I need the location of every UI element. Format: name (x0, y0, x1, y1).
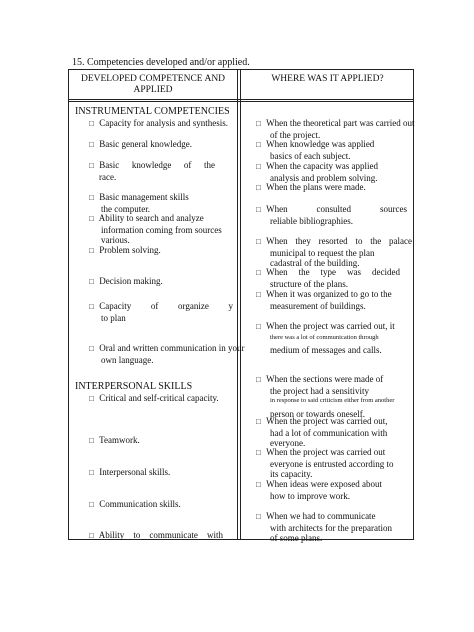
checkbox-icon: □ (256, 480, 261, 489)
checkbox-icon: □ (256, 417, 261, 426)
checkbox-icon: □ (89, 468, 94, 477)
interpersonal-title: INTERPERSONAL SKILLS (75, 381, 193, 392)
list-item: □ When the project was carried out, had a lot of communication with everyone. (256, 416, 388, 448)
checkbox-icon: □ (256, 268, 261, 277)
list-item: □ When the project was carried out everyone is entrusted according to its capacity. (256, 447, 394, 479)
checkbox-icon: □ (256, 448, 261, 457)
checkbox-icon: □ (89, 193, 94, 202)
section-heading: 15. Competencies developed and/or applied. (72, 57, 250, 68)
checkbox-icon: □ (89, 500, 94, 509)
list-item: □ Critical and self-critical capacity. (89, 393, 219, 403)
list-item: □ Oral and written communication in your own language. (89, 343, 245, 365)
list-item: □ When knowledge was applied basics of each subject. (256, 139, 375, 161)
checkbox-icon: □ (256, 237, 261, 246)
checkbox-icon: □ (89, 214, 94, 223)
list-item: □ Problem solving. (89, 245, 161, 255)
list-item: □ Ability to communicate with (89, 530, 223, 540)
col2-header: WHERE WAS IT APPLIED? (271, 74, 384, 84)
checkbox-icon: □ (256, 375, 261, 384)
list-item: □ Capacity for analysis and synthesis. (89, 118, 228, 128)
list-item: □ When the sections were made of the project had a sensitivity in response to said criticism either from another person or towards oneself. (256, 374, 395, 419)
col1-header: DEVELOPED COMPETENCE AND APPLIED (80, 74, 226, 95)
list-item: □ When consulted sources reliable bibliographies. (256, 204, 407, 226)
checkbox-icon: □ (89, 302, 94, 311)
checkbox-icon: □ (89, 119, 94, 128)
checkbox-icon: □ (89, 344, 94, 353)
list-item: □ When the project was carried out, it there was a lot of communication through medium of messages and calls. (256, 321, 395, 355)
checkbox-icon: □ (256, 183, 261, 192)
list-item: □ Basic general knowledge. (89, 139, 192, 149)
list-item: □ When the theoretical part was carried out of the project. (256, 118, 415, 140)
checkbox-icon: □ (256, 140, 261, 149)
checkbox-icon: □ (89, 246, 94, 255)
list-item: □ Capacity of organize y to plan (89, 301, 233, 323)
checkbox-icon: □ (256, 512, 261, 521)
competencies-table (68, 69, 415, 543)
instrumental-title: INSTRUMENTAL COMPETENCIES (75, 106, 230, 117)
checkbox-icon: □ (89, 394, 94, 403)
header-divider (69, 99, 413, 100)
column-divider (237, 70, 238, 539)
list-item: □ Ability to search and analyze information coming from sources various. (89, 213, 222, 245)
checkbox-icon: □ (256, 322, 261, 331)
header-divider-inner (69, 101, 413, 102)
list-item: □ Teamwork. (89, 435, 140, 445)
list-item: □ When the plans were made. (256, 182, 366, 192)
list-item: □ Basic management skills the computer. (89, 192, 189, 214)
checkbox-icon: □ (89, 436, 94, 445)
list-item: □ When the type was decided structure of the plans. (256, 267, 400, 289)
checkbox-icon: □ (256, 119, 261, 128)
checkbox-icon: □ (89, 161, 94, 170)
list-item: □ When they resorted to the palace municipal to request the plan cadastral of the building. (256, 236, 412, 268)
list-item: □ When the capacity was applied analysis and problem solving. (256, 161, 379, 183)
column-divider-inner (240, 70, 241, 539)
checkbox-icon: □ (89, 531, 94, 540)
list-item: □ Basic knowledge of the race. (89, 160, 215, 182)
checkbox-icon: □ (256, 162, 261, 171)
checkbox-icon: □ (89, 277, 94, 286)
checkbox-icon: □ (256, 290, 261, 299)
checkbox-icon: □ (89, 140, 94, 149)
list-item: □ Communication skills. (89, 499, 181, 509)
list-item: □ When we had to communicate with architects for the preparation of some plans. (256, 511, 392, 543)
list-item: □ When ideas were exposed about how to improve work. (256, 479, 383, 501)
checkbox-icon: □ (256, 205, 261, 214)
list-item: □ When it was organized to go to the measurement of buildings. (256, 289, 392, 311)
list-item: □ Decision making. (89, 276, 163, 286)
list-item: □ Interpersonal skills. (89, 467, 171, 477)
